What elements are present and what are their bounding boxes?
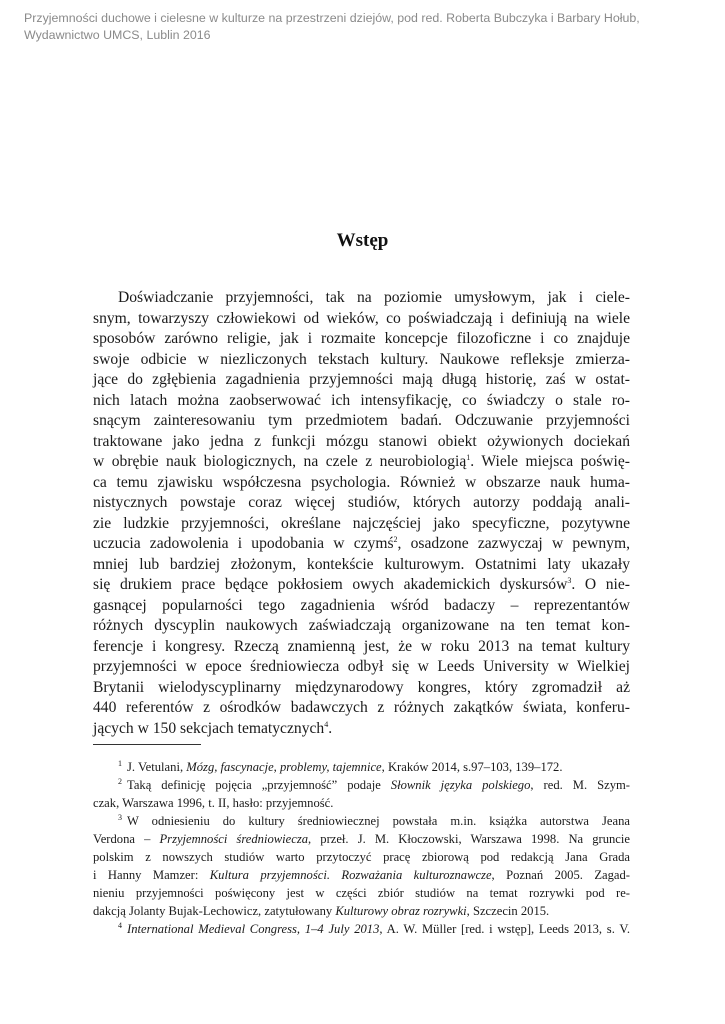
text-line: snącym zainteresowaniu tym przedmiotem badań. Odczuwanie przyjemności: [93, 412, 630, 429]
text-line: mniej lub bardziej złożonym, kontekście kulturowym. Ostatnimi laty ukazały: [93, 555, 630, 573]
text-line: sposobów zarówno religie, jak i rozmaite koncepcje filozoficzne i co znajduje: [93, 330, 630, 347]
text-line: ca temu zjawisku współczesna psychologia. Również w obszarze nauk huma-: [93, 473, 630, 491]
main-paragraph: [93, 288, 630, 739]
footnote-ref-1[interactable]: 1: [466, 452, 471, 462]
footnote-2-cont: czak, Warszawa 1996, t. II, hasło: przyjemność.: [93, 796, 334, 810]
text-line: 440 referentów z ośrodków badawczych z różnych zakątków świata, konferu-: [93, 699, 630, 716]
footnote-3-cont: polskim z nowszych studiów warto przytoczyć pracę zbiorową pod redakcją Jana Grada: [93, 850, 630, 864]
text-line: nistycznych powstaje coraz więcej studiów, których autorzy poddają anali-: [93, 494, 630, 511]
text-line: uczucia zadowolenia i upodobania w czymś$^2$, osadzone zazwyczaj w pewnym,: [93, 534, 630, 552]
footnote-ref-4[interactable]: 4: [324, 719, 329, 729]
text-line: gasnącej popularności tego zagadnienia wśród badaczy – reprezentantów: [93, 596, 630, 614]
text-line: się drukiem prace będące pokłosiem owych akademickich dyskursów$^3$. O nie-: [93, 575, 630, 593]
footnote-1: $^1$ J. Vetulani, Mózg, fascynacje, problemy, tajemnice, Kraków 2014, s.97–103, 139–172.: [118, 758, 563, 774]
header-line-1: Przyjemności duchowe i cielesne w kulturze na przestrzeni dziejów, pod red. Roberta Bubczyka i Barbary Hołub,: [24, 11, 640, 25]
footnote-ref-3[interactable]: 3: [567, 575, 572, 585]
text-line: nich latach można zaobserwować ich intensyfikację, co świadczy o stale ro-: [93, 391, 630, 409]
text-line: Doświadczanie przyjemności, tak na poziomie umysłowym, jak i ciele-: [118, 289, 630, 306]
page-title: Wstęp: [336, 230, 389, 251]
text-line: w obrębie nauk biologicznych, na czele z neurobiologią$^1$. Wiele miejsca poświę-: [93, 452, 630, 470]
footnotes: [93, 758, 630, 938]
footnote-divider: [93, 744, 201, 745]
text-line: traktowane jako jedna z funkcji mózgu stanowi obiekt ożywionych dociekań: [93, 432, 630, 450]
text-line: ferencje i kongresy. Rzeczą znamienną jest, że w roku 2013 na temat kultury: [93, 637, 630, 655]
text-line: Brytanii wielodyscyplinarny międzynarodowy kongres, który zgromadził aż: [93, 678, 630, 696]
footnote-4: $^4$ International Medieval Congress, 1–4 July 2013, A. W. Müller [red. i wstęp], Leeds 2013, s. V.: [118, 920, 631, 936]
footnote-3-cont: nieniu przyjemności poświęcony jest w części zbiór studiów na temat rozrywki pod re-: [93, 886, 630, 900]
header-line-2: Wydawnictwo UMCS, Lublin 2016: [24, 28, 211, 42]
footnote-2: $^2$ Taką definicję pojęcia „przyjemność” podaje Słownik języka polskiego, red. M. Szym-: [118, 776, 630, 792]
text-line: jące do zgłębienia zagadnienia przyjemności mają długą historię, zaś w ostat-: [93, 371, 630, 388]
text-line: zie ludzkie przyjemności, określane najczęściej jako specyficzne, pozytywne: [93, 514, 630, 532]
publication-header: [24, 10, 714, 44]
footnote-3-cont: Verdona – Przyjemności średniowiecza, przeł. J. M. Kłoczowski, Warszawa 1998. Na gruncie: [93, 832, 630, 846]
text-line: przyjemności w epoce średniowiecza odbył się w Leeds University w Wielkiej: [93, 658, 630, 675]
footnote-ref-2[interactable]: 2: [393, 534, 398, 544]
footnote-3: $^3$ W odniesieniu do kultury średniowiecznej powstała m.in. książka autorstwa Jeana: [118, 812, 630, 828]
footnote-3-cont: dakcją Jolanty Bujak-Lechowicz, zatytułowany Kulturowy obraz rozrywki, Szczecin 2015.: [93, 904, 550, 918]
text-line: jących w 150 sekcjach tematycznych$^4$.: [93, 719, 333, 737]
text-line: różnych dyscyplin naukowych zaświadczają organizowane na ten temat kon-: [93, 617, 630, 634]
text-line: snym, towarzyszy człowiekowi od wieków, co poświadczają i definiują na wiele: [93, 309, 630, 327]
text-line: swoje odbicie w niezliczonych tekstach kultury. Naukowe refleksje zmierza-: [93, 350, 630, 368]
footnote-3-cont: i Hanny Mamzer: Kultura przyjemności. Rozważania kulturoznawcze, Poznań 2005. Zagad-: [93, 868, 630, 882]
